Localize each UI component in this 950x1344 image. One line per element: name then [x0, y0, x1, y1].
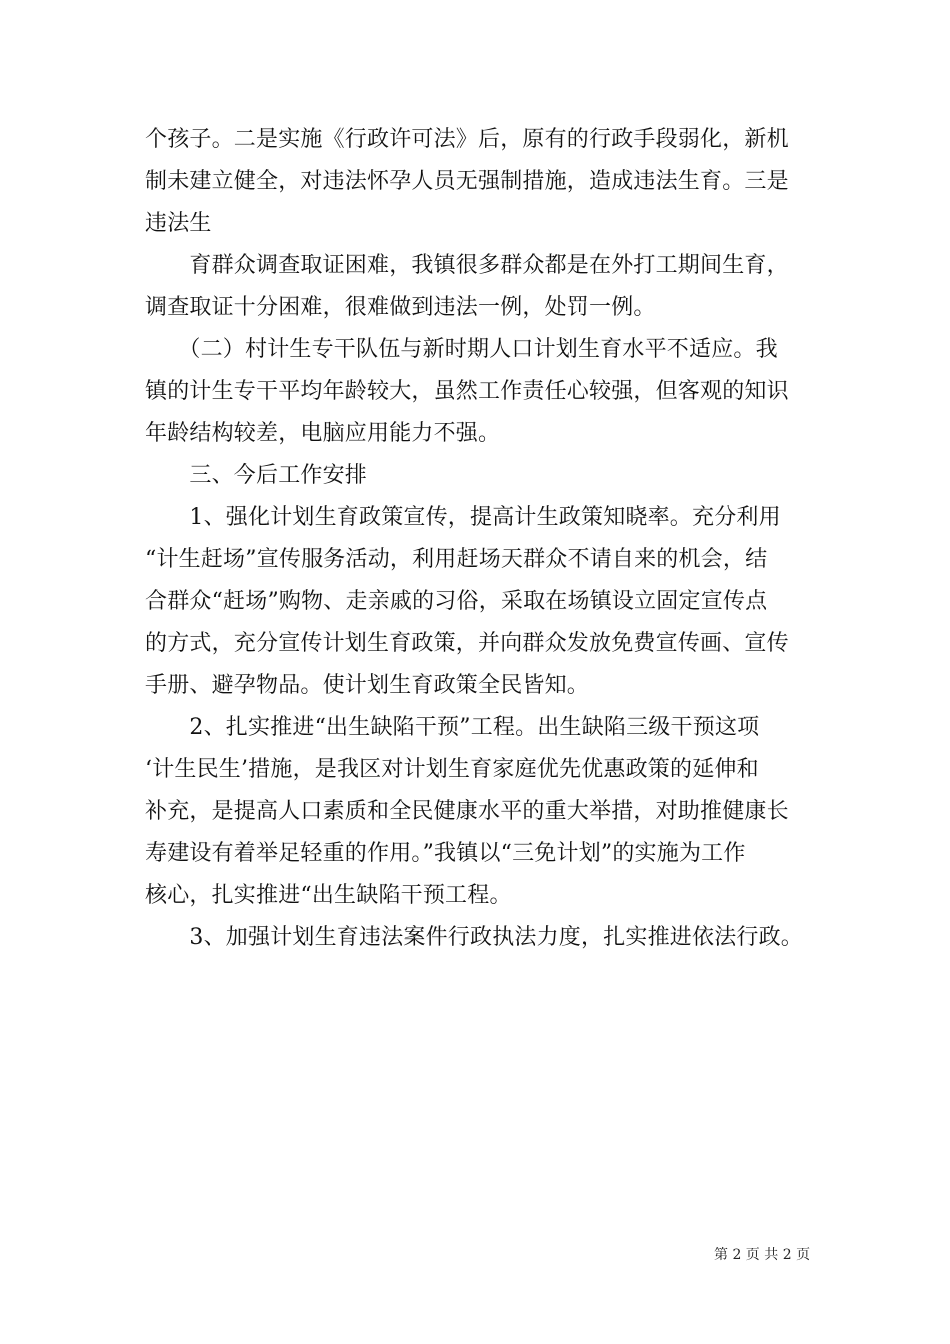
text-line: 1、强化计划生育政策宣传，提高计生政策知晓率。充分利用 [145, 505, 781, 530]
text-line: 镇的计生专干平均年龄较大，虽然工作责任心较强，但客观的知识 [145, 379, 789, 404]
page-number-footer: 第 2 页 共 2 页 [714, 1247, 811, 1263]
text-line: 合群众“赶场”购物、走亲戚的习俗，采取在场镇设立固定宣传点 [145, 589, 768, 614]
text-line: 寿建设有着举足轻重的作用。”我镇以“三免计划”的实施为工作 [145, 841, 746, 866]
text-line: “计生赶场”宣传服务活动，利用赶场天群众不请自来的机会，结 [145, 547, 768, 572]
text-line: 制未建立健全，对违法怀孕人员无强制措施，造成违法生育。三是 [145, 169, 789, 194]
text-line: 年龄结构较差，电脑应用能力不强。 [145, 421, 501, 446]
text-line: （二）村计生专干队伍与新时期人口计划生育水平不适应。我 [145, 337, 778, 362]
text-line: 手册、避孕物品。使计划生育政策全民皆知。 [145, 673, 590, 698]
text-line: 2、扎实推进“出生缺陷干预”工程。出生缺陷三级干预这项 [145, 715, 760, 740]
text-line: 补充，是提高人口素质和全民健康水平的重大举措，对助推健康长 [145, 799, 789, 824]
section-heading: 三、今后工作安排 [145, 463, 368, 488]
text-line: 的方式，充分宣传计划生育政策，并向群众发放免费宣传画、宣传 [145, 631, 789, 656]
text-line: 核心，扎实推进“出生缺陷干预工程。 [145, 883, 512, 908]
text-line: 个孩子。二是实施《行政许可法》后，原有的行政手段弱化，新机 [145, 127, 789, 152]
text-line: 育群众调查取证困难，我镇很多群众都是在外打工期间生育， [145, 253, 789, 278]
text-line: 违法生 [145, 211, 212, 236]
text-line: 调查取证十分困难，很难做到违法一例，处罚一例。 [145, 295, 656, 320]
text-line: ‘计生民生’措施，是我区对计划生育家庭优先优惠政策的延伸和 [145, 757, 759, 782]
text-line: 3、加强计划生育违法案件行政执法力度，扎实推进依法行政。 [145, 925, 803, 950]
document-body [145, 119, 813, 959]
